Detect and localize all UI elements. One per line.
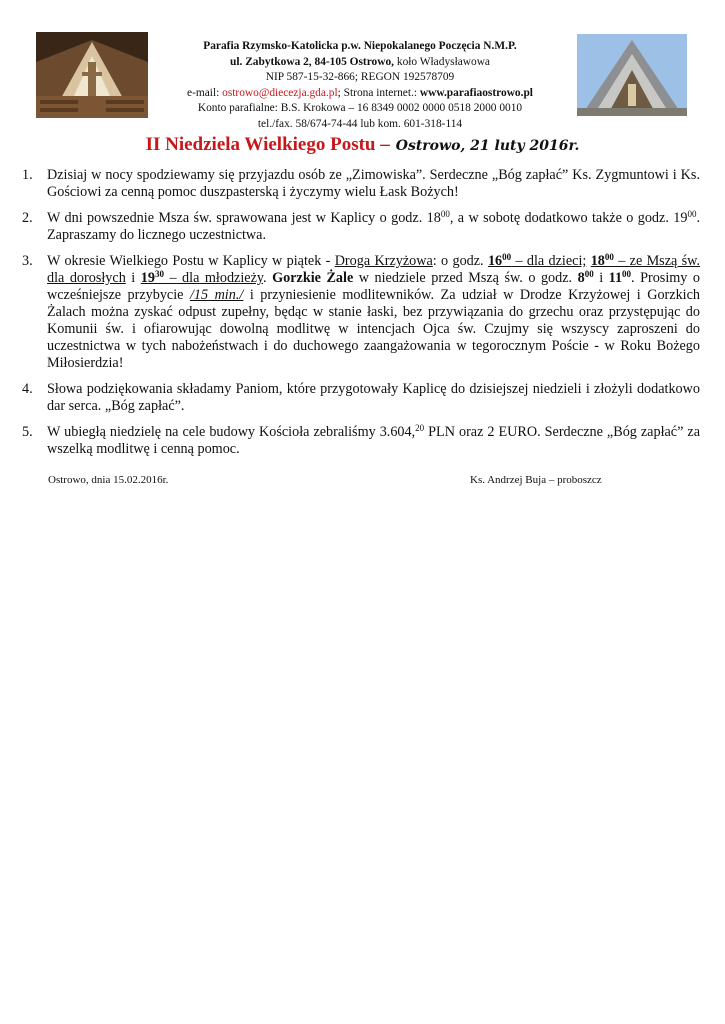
parish-address: ul. Zabytkowa 2, 84-105 Ostrowo, koło Władysławowa [230,55,490,68]
list-item: 5. W ubiegłą niedzielę na cele budowy Kościoła zebraliśmy 3.604,20 PLN oraz 2 EURO. Serdeczne „Bóg zapłać” za wszelką modlitwę i cenną pomoc. [22,423,700,457]
list-item: 4. Słowa podziękowania składamy Paniom, które przygotowały Kaplicę do dzisiejszej niedzieli i złożyli dodatkowo dar serca. „Bóg zapłać”. [22,381,700,414]
church-exterior-photo [577,34,687,116]
page-title: II Niedziela Wielkiego Postu – Ostrowo, 21 luty 2016r. [145,134,580,155]
footer-signature: Ks. Andrzej Buja – proboszcz [470,474,602,486]
list-item: 2. W dni powszednie Msza św. sprawowana jest w Kaplicy o godz. $18^{00}$, a w sobotę dodatkowo także o godz. $19^{00}$. Zapraszamy do licznego uczestnictwa. [22,209,700,243]
footer-date: Ostrowo, dnia 15.02.2016r. [48,474,169,486]
parish-account: Konto parafialne: B.S. Krokowa – 16 8349 0002 0000 0518 2000 0010 [197,102,523,114]
church-interior-photo [36,32,148,118]
parish-phone: tel./fax. 58/674-74-44 lub kom. 601-318-114 [257,117,463,130]
parish-name: Parafia Rzymsko-Katolicka p.w. Niepokalanego Poczęcia N.M.P. [203,40,517,52]
list-item: 1. Dzisiaj w nocy spodziewamy się przyjazdu osób ze „Zimowiska”. Serdeczne „Bóg zapłać” Ks. Zygmuntowi i Ks. Gościowi za cenną pomoc duszpasterską i życzymy wielu Łask Bożych! [22,167,700,200]
announcements-list [22,167,700,467]
email-link[interactable]: ostrowo@diecezja.gda.pl [222,86,338,99]
parish-header [150,39,570,132]
title-date: Ostrowo, 21 luty 2016r. [395,138,580,154]
parish-tax-ids: NIP 587-15-32-866; REGON 192578709 [265,71,455,83]
parish-contact: e-mail: ostrowo@diecezja.gda.pl; Strona internet.: www.parafiaostrowo.pl [187,86,533,99]
title-main: II Niedziela Wielkiego Postu [145,134,376,155]
list-item: 3. W okresie Wielkiego Postu w Kaplicy w piątek - Droga Krzyżowa: o godz. $16^{00}$ – dla dzieci; $18^{00}$ – ze Mszą św. dla dorosłych i $19^{30}$ – dla młodzieży. Gorzkie Żale w niedziele przed Mszą św. o godz. $8^{00}$ i $11^{00}$. Prosimy o wcześniejsze przybycie /15 min./ i przyniesienie modlitewników. Za udział w Drodze Krzyżowej i Gorzkich Żalach można zyskać odpust zupełny, będąc w stanie łaski, bez przywiązania do grzechu oraz przystępując do Komunii św. i ofiarowując dowolną modlitwę w intencjach Ojca św. Czujmy się wszyscy zaproszeni do uczestnictwa w tych nabożeństwach i do duchowego zaangażowania w tegorocznym Poście - w Roku Bożego Miłosierdzia! [22,252,701,371]
website-link[interactable]: www.parafiaostrowo.pl [419,86,533,99]
